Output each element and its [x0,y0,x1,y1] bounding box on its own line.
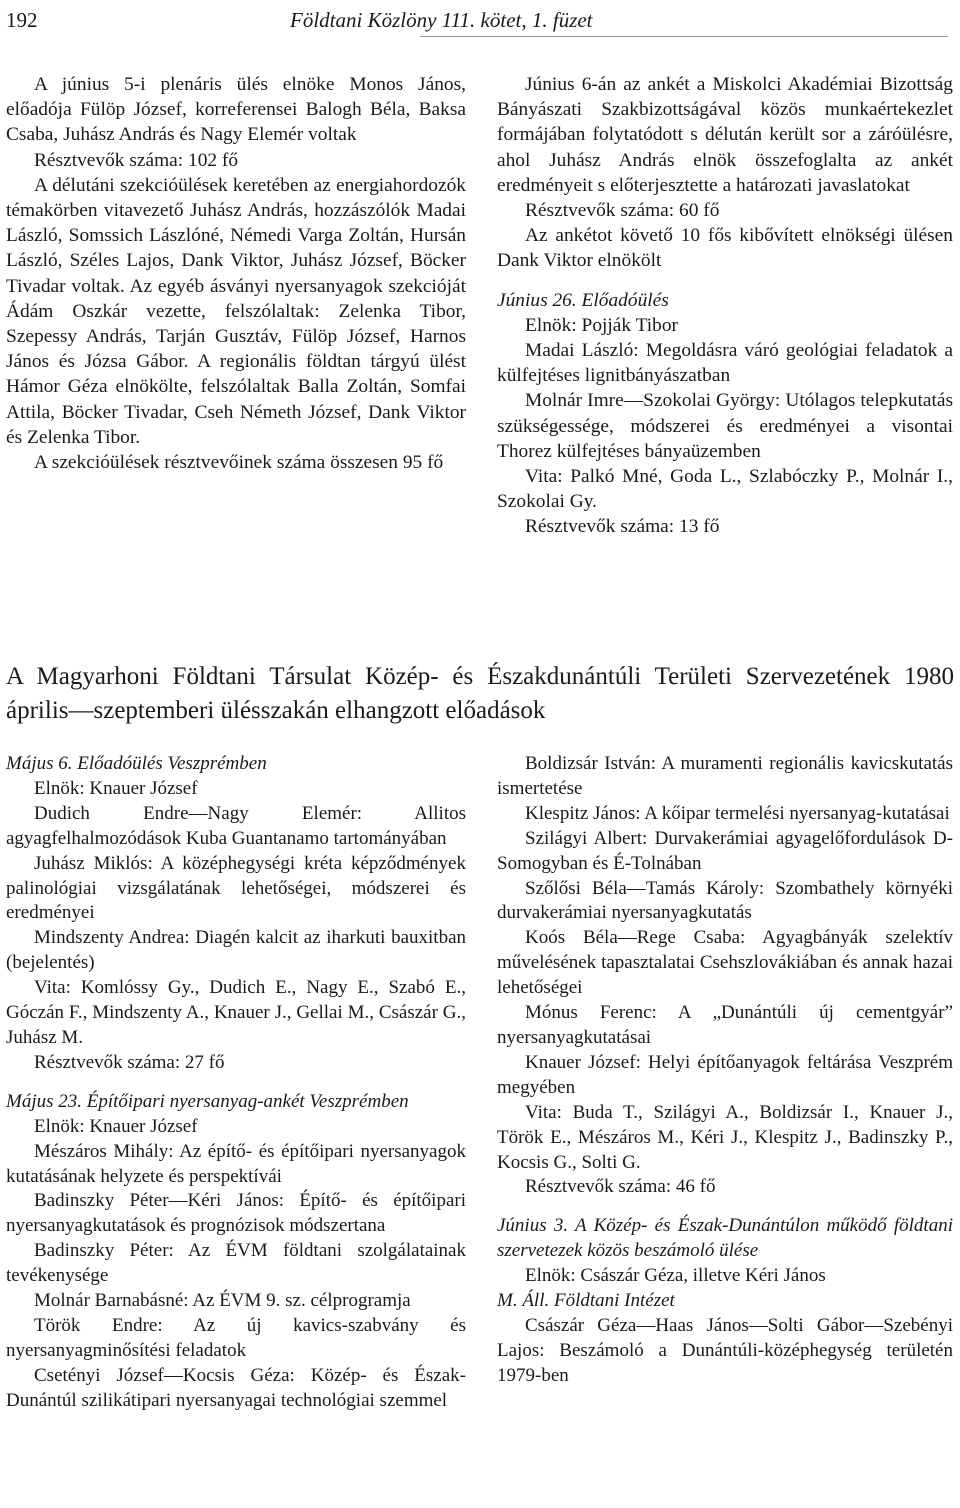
lecture-entry: Török Endre: Az új kavics-szabvány és nyersanyagminősítési feladatok [6,1314,466,1361]
page-header [6,6,954,36]
participants-count: Résztvevők száma: 27 fő [34,1051,225,1073]
participants-count: Résztvevők száma: 102 fő [34,149,239,171]
paragraph: A június 5-i plenáris ülés elnöke Monos János, előadója Fülöp József, korreferensei Balogh Béla, Baksa Csaba, Juhász András és Nagy Elemér voltak [6,74,466,146]
paragraph: Az ankétot követő 10 fős kibővített elnökségi ülésen Dank Viktor elnökölt [497,225,953,272]
lecture-entry: Császár Géza—Haas János—Solti Gábor—Szebényi Lajos: Beszámoló a Dunántúli-középhegység területén 1979-ben [497,1314,953,1386]
discussion-line: Vita: Komlóssy Gy., Dudich E., Nagy E., Szabó E., Góczán F., Mindszenty A., Knauer J., Gellai M., Császár G., Juhász M. [6,977,466,1048]
top-left-column [6,72,466,475]
lecture-entry: Szilágyi Albert: Durvakerámiai agyagelőfordulások D-Somogyban és É-Tolnában [497,827,953,874]
lecture-entry: Knauer József: Helyi építőanyagok feltárása Veszprém megyében [497,1051,953,1098]
session-heading: Június 26. Előadóülés [497,289,669,311]
chair-line: Elnök: Knauer József [34,1115,198,1137]
lecture-entry: Klespitz János: A kőipar termelési nyersanyag-kutatásai [525,802,950,824]
participants-count: Résztvevők száma: 13 fő [525,516,720,538]
session-heading: Május 23. Építőipari nyersanyag-ankét Veszprémben [6,1090,409,1112]
top-right-column [497,72,953,540]
lecture-entry: Mónus Ferenc: A „Dunántúli új cementgyár” nyersanyagkutatásai [497,1002,953,1048]
participants-count: Résztvevők száma: 60 fő [525,200,720,222]
paragraph: Június 6-án az ankét a Miskolci Akadémiai Bizottság Bányászati Szakbizottságával közös munkaértekezlet formájában folytatódott s délután került sor a záróülésre, ahol Juhász András elnök összefoglalta az ankét eredményeit s előterjesztette a határozati javaslatokat [497,74,953,196]
session-heading: Június 3. A Közép- és Észak-Dunántúlon működő földtani szervetezek közös beszámoló ülése [497,1215,953,1262]
discussion-line: Vita: Buda T., Szilágyi A., Boldizsár I., Knauer J., Török E., Mészáros M., Kéri J., Klespitz J., Badinszky P., Kocsis G., Solti G. [497,1101,953,1173]
institution-heading: M. Áll. Földtani Intézet [497,1290,675,1312]
lecture-entry: Molnár Imre—Szokolai György: Utólagos telepkutatás szükségessége, módszerei és eredményei a visontai Thorez külfejtéses bányaüzemben [497,390,953,462]
lecture-entry: Dudich Endre—Nagy Elemér: Allitos agyagfelhalmozódások Kuba Guantanamo tartományában [6,802,466,849]
session-heading: Május 6. Előadóülés Veszprémben [6,753,267,774]
lecture-entry: Juhász Miklós: A középhegységi kréta képződmények palinológiai vizsgálatának lehetőségei, módszerei és eredményei [6,852,466,924]
bottom-left-column [6,752,466,1414]
lecture-entry: Badinszky Péter—Kéri János: Építő- és építőipari nyersanyagkutatások és prognózisok módszertana [6,1190,466,1237]
chair-line: Elnök: Pojják Tibor [525,314,679,336]
lecture-entry: Molnár Barnabásné: Az ÉVM 9. sz. célprogramja [34,1290,411,1312]
bottom-right-column [497,752,953,1389]
lecture-entry: Mészáros Mihály: Az építő- és építőipari nyersanyagok kutatásának helyzete és perspektívái [6,1140,466,1187]
lecture-entry: Csetényi József—Kocsis Géza: Közép- és Észak-Dunántúl szilikátipari nyersanyagai technológiai szemmel [6,1364,466,1411]
lecture-entry: Badinszky Péter: Az ÉVM földtani szolgálatainak tevékenysége [6,1240,466,1287]
participants-count: A szekcióülések résztvevőinek száma összesen 95 fő [34,452,444,474]
header-rule [420,36,948,37]
section-title: A Magyarhoni Földtani Társulat Közép- és Északdunántúli Területi Szervezetének 1980 április—szeptemberi ülésszakán elhangzott előadások [6,663,954,724]
participants-count: Résztvevők száma: 46 fő [525,1176,716,1198]
discussion-line: Vita: Palkó Mné, Goda L., Szlabóczky P., Molnár I., Szokolai Gy. [497,466,953,513]
lecture-entry: Boldizsár István: A muramenti regionális kavicskutatás ismertetése [497,753,953,799]
lecture-entry: Mindszenty Andrea: Diagén kalcit az iharkuti bauxitban (bejelentés) [6,927,466,974]
chair-line: Elnök: Császár Géza, illetve Kéri János [525,1265,826,1287]
lecture-entry: Szőlősi Béla—Tamás Károly: Szombathely környéki durvakerámiai nyersanyagkutatás [497,877,953,924]
page-number: 192 [6,8,38,32]
chair-line: Elnök: Knauer József [34,777,198,799]
running-title: Földtani Közlöny 111. kötet, 1. füzet [290,8,593,32]
lecture-entry: Madai László: Megoldásra váró geológiai feladatok a külfejtéses lignitbányászatban [497,340,953,387]
lecture-entry: Koós Béla—Rege Csaba: Agyagbányák szelektív művelésének tapasztalatai Csehszlovákiában és annak hazai lehetőségei [497,927,953,999]
paragraph: A délutáni szekcióülések keretében az energiahordozók témakörben vitavezető Juhász András, hozzászólók Madai László, Somssich Lászlóné, Némedi Varga Zoltán, Hursán László, Széles Lajos, Dank Viktor, Juhász József, Böcker Tivadar voltak. Az egyéb ásványi nyersanyagok szekcióját Ádám Oszkár vezette, felszólaltak: Zelenka Tibor, Szepessy András, Tarján Gusztáv, Fülöp József, Harnos János és Józsa Gábor. A regionális földtan tárgyú ülést Hámor Géza elnökölte, felszólaltak Balla Zoltán, Somfai Attila, Böcker Tivadar, Cseh Németh József, Dank Viktor és Zelenka Tibor. [6,174,466,448]
